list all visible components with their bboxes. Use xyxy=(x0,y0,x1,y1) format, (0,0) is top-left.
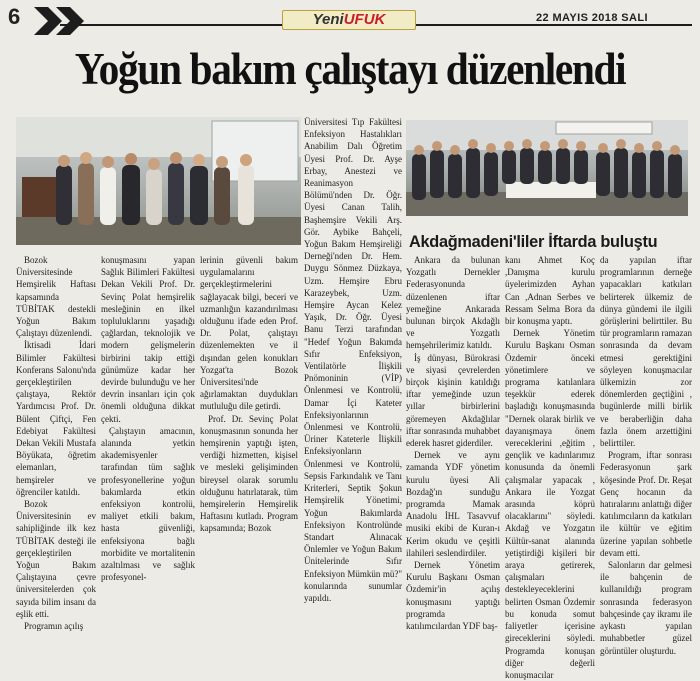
issue-date: 22 MAYIS 2018 SALI xyxy=(536,12,648,24)
page-number: 6 xyxy=(8,4,21,29)
masthead-suffix: UFUK xyxy=(343,11,386,28)
side-article-headline: Akdağmadeni'liler İftarda buluştu xyxy=(409,232,658,251)
main-article-column-2 xyxy=(101,254,195,583)
paragraph: Bozok Üniversitesinin ev sahipliğinde ilk kez TÜBİTAK desteği ile gerçekleştirilen Yoğun Bakım Çalıştayına çevre üniversitelerden çok sayıda bilim insanı da eşlik etti. xyxy=(16,499,96,619)
paragraph: Program, iftar sonrası Federasyonun şark köşesinde Prof. Dr. Reşat Genç hocanın da hatıralarını anlattığı diğer katılımcıların da katkıları ile kültür ve eğitim üzerine yapılan sohbetle devam etti. xyxy=(600,450,692,558)
side-article-column-3 xyxy=(600,254,692,657)
paragraph: lerinin güvenli bakım uygulamalarını gerçekleştirmelerini sağlayacak bilgi, beceri ve uzmanlığın kazandırılması olduğunu ifade eden Prof. Dr. Polat, çalıştayı düzenlemekten ve il dışından gelen konukları Yozgat'ta Bozok Üniversitesi'nde ağırlamaktan duydukları mutluluğu dile getirdi. xyxy=(200,255,298,412)
paragraph: İş dünyası, Bürokrasi ve siyasi çevrelerden birçok kişinin katıldığı iftar yemeğinde uzun yıllar birbirlerini göremeyen Akdağlılar iftar sonrasında muhabbet ederek hasret giderdiler. xyxy=(406,352,500,449)
main-headline: Yoğun bakım çalıştayı düzenlendi xyxy=(74,44,626,94)
side-article-column-2 xyxy=(505,254,595,681)
paragraph: konuşmasını yapan Sağlık Bilimleri Fakültesi Dekan Vekili Prof. Dr. Sevinç Polat hemşirelik mesleğinin en ilkel topluluklarını yaşadığı çağlardan, teknolojik ve modern gelişmelerin birbirini takip ettiği günümüze kadar her devirde bulunduğu ve her devrin insanları için çok önemli olduğuna dikkat çekti. xyxy=(101,255,195,424)
paragraph: da yapılan iftar programlarının derneğe yapacakları katkıları belirterek ülkemiz de dünya gündemi ile ilgili görüşlerini belirttiler. Bu tür programların ramazan sonrasında da devam etmesi gerektiğini söyleyen konuşmacılar ülkemizin zor dönemlerden geçtiğini , bugünlerde milli birlik ve beraberliğin daha fazla önem arzettiğini belirttiler. xyxy=(600,255,692,449)
paragraph: Dernek Yönetim Kurulu Başkanı Osman Özdemir'in açılış konuşmasını yaptığı programda katılımcılardan YDF baş- xyxy=(406,560,500,632)
paragraph: Prof. Dr. Sevinç Polat konuşmasının sonunda her hemşirenin yaptığı işten, verdiği hizmetten, kişisel ve mesleki gelişiminden bireysel olarak sorumlu olduğunu hatırlatarak, tüm hemşirelerin Hemşirelik Haftasını kutladı. Program kapsamında; Bozok xyxy=(200,413,298,534)
masthead-prefix: Yeni xyxy=(312,11,344,28)
masthead-logo xyxy=(282,10,416,30)
paragraph: Üniversitesi Tıp Fakültesi Enfeksiyon Hastalıkları Anabilim Dalı Öğretim Üyesi Prof. Dr. Ayşe Erbay, Anestezi ve Reanimasyon Bölümü'nden Dr. Öğr. Üyesi Canan Talih, Başhemşire Vekili Arş. Gör. Aybike Bahçeli, Yoğun Bakım Hemşireliği Derneği'nden Dr. Hem. Duygu Sönmez Düzkaya, Uzm. Hemşire Ebru Karazeybek, Uzm. Hemşire Aycan Kelez Yaşık, Dr. Öğr. Üyesi Banu Terzi tarafından "Hedef Yoğun Bakımda Sıfır Enfeksiyon, Ventilatörle İlişkili Pnömoninin (VİP) Önlenmesi ve Kontrolü, Damar İçi Kateter Enfeksiyonlarının Önlenmesi ve Kontrolü, Üriner Kateterle İlişkili Enfeksiyonların Önlenmesi ve Kontrolü, Sepsis Farkındalık ve Tanı Kriterleri, Septik Şokun Hemşirelik Yönetimi, Yoğun Bakımlarda Enfeksiyon Kontrolünde Standart Alınacak Önlemler ve Yoğun Bakım Ünitelerinde Sıfır Enfeksiyon Mümkün mü?" konularında sunumlar yapıldı. xyxy=(304,117,402,603)
paragraph: Salonların dar gelmesi ile bahçenin de kullanıldığı program sonrasında federasyon bahçesinde çay ikramı ile aykastı yapılan muhabbetler güzel görüntüler oluşturdu. xyxy=(600,560,692,656)
paragraph: kanı Ahmet Koç ,Danışma kurulu üyelerimizden Ayhan Can ,Adnan Serbes ve Ressam Selma Bora da bir konuşma yaptı. xyxy=(505,255,595,327)
main-article-column-3 xyxy=(200,254,298,535)
main-article-column-1 xyxy=(16,254,96,632)
workshop-photo xyxy=(16,117,301,245)
paragraph: Çalıştayın amacının, alanında yetkin akademisyenler tarafından tüm sağlık profesyonellerine yoğun bakımlarda etkin enfeksiyon kontrolü, maliyet etkili bakım, hasta güvenliği, enfeksiyona bağlı morbidite ve mortalitenin azaltılması ve sağlık profesyonel- xyxy=(101,425,195,583)
paragraph: Dernek ve aynı zamanda YDF yönetim kurulu üyesi Ali Bozdağ'ın sunduğu programda Mamak Anadolu İHL Tasavvuf musiki ekibi de Kuran-ı Kerim okudu ve çeşitli ilahileri seslendirdiler. xyxy=(406,450,500,558)
iftar-photo xyxy=(406,120,688,216)
paragraph: Bozok Üniversitesinde Hemşirelik Haftası kapsamında TÜBİTAK destekli Yoğun Bakım Çalıştayı düzenlendi. xyxy=(16,255,96,339)
chevron-right-icon xyxy=(30,5,94,37)
paragraph: İktisadi İdari Bilimler Fakültesi Konferans Salonu'nda gerçekleştirilen çalıştaya, Rektör Yardımcısı Prof. Dr. Bülent Çiftçi, Fen Edebiyat Fakültesi Dekan Vekili Mustafa Böyükata, öğretim elemanları, hemşireler ve öğrenciler katıldı. xyxy=(16,340,96,497)
paragraph: Dernek Yönetim Kurulu Başkanı Osman Özdemir önceki yönetimlere ve programa katılanlara teşekkür ederek başladığı konuşmasında "Dernek olarak birlik ve dayanışmaya önem vereceklerini ,eğitim , gençlik ve kadınlarımız konusunda da önemli çalışmalar yapacak , Ankara ile Yozgat arasında köprü olacaklarını" söyledi. Akdağ ve Yozgatın Kültür-sanat alanında yetiştirdiği kişileri bir araya getirerek, çalışmaları destekleyeceklerini belirten Osman Özdemir bu konuda somut faliyetler içerisine gireceklerini söyledi. Programda konuşan diğer değerli konuşmacılar xyxy=(505,328,595,680)
side-article-column-1 xyxy=(406,254,500,632)
paragraph: Programın açılış xyxy=(24,621,84,632)
main-article-column-4 xyxy=(304,116,402,604)
paragraph: Ankara da bulunan Yozgatlı Dernekler Federasyonunda düzenlenen iftar yemeğine Ankarada bulunan birçok Akdağlı ve Yozgatlı hemşehrilerimiz katıldı. xyxy=(406,255,500,351)
